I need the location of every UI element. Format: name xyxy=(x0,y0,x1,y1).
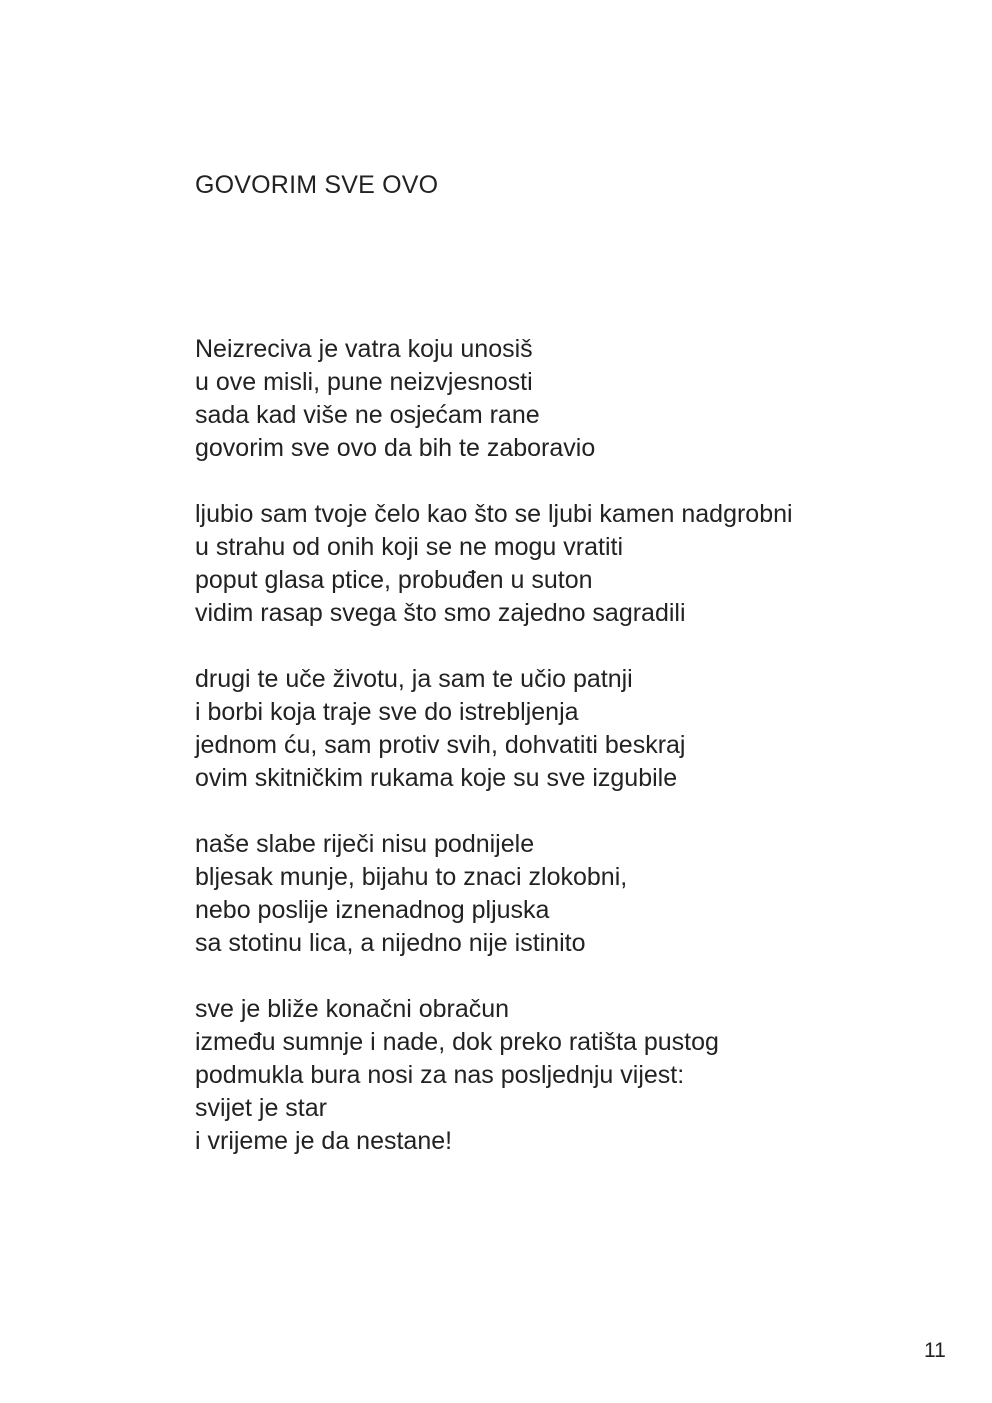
poem-line: ljubio sam tvoje čelo kao što se ljubi kamen nadgrobni xyxy=(195,500,793,528)
poem-line: svijet je star xyxy=(195,1094,327,1122)
stanza-2 xyxy=(195,498,793,630)
poem-line: poput glasa ptice, probuđen u suton xyxy=(195,566,593,594)
stanza-1 xyxy=(195,333,793,465)
poem-line: i vrijeme je da nestane! xyxy=(195,1127,453,1155)
stanza-4 xyxy=(195,828,793,960)
stanza-3 xyxy=(195,663,793,795)
poem-line: naše slabe riječi nisu podnijele xyxy=(195,830,535,858)
poem-title: GOVORIM SVE OVO xyxy=(195,171,439,199)
poem-line: podmukla bura nosi za nas posljednju vijest: xyxy=(195,1061,685,1089)
poem-line: ovim skitničkim rukama koje su sve izgubile xyxy=(195,764,678,792)
poem-line: govorim sve ovo da bih te zaboravio xyxy=(195,434,596,462)
poem-line: Neizreciva je vatra koju unosiš xyxy=(195,335,533,363)
poem-line: bljesak munje, bijahu to znaci zlokobni, xyxy=(195,863,628,891)
poem-line: drugi te uče životu, ja sam te učio patnji xyxy=(195,665,633,693)
poem-line: jednom ću, sam protiv svih, dohvatiti beskraj xyxy=(195,731,686,759)
poem-line: i borbi koja traje sve do istrebljenja xyxy=(195,698,579,726)
poem-line: u strahu od onih koji se ne mogu vratiti xyxy=(195,533,624,561)
poem-line: između sumnje i nade, dok preko ratišta pustog xyxy=(195,1028,719,1056)
poem-line: vidim rasap svega što smo zajedno sagradili xyxy=(195,599,686,627)
poem-line: u ove misli, pune neizvjesnosti xyxy=(195,368,533,396)
poem-line: sa stotinu lica, a nijedno nije istinito xyxy=(195,929,586,957)
poem-line: sve je bliže konačni obračun xyxy=(195,995,510,1023)
page-number: 11 xyxy=(924,1339,946,1362)
stanza-5 xyxy=(195,993,793,1158)
poem-body xyxy=(195,333,793,1191)
poem-line: sada kad više ne osjećam rane xyxy=(195,401,540,429)
poem-line: nebo poslije iznenadnog pljuska xyxy=(195,896,550,924)
